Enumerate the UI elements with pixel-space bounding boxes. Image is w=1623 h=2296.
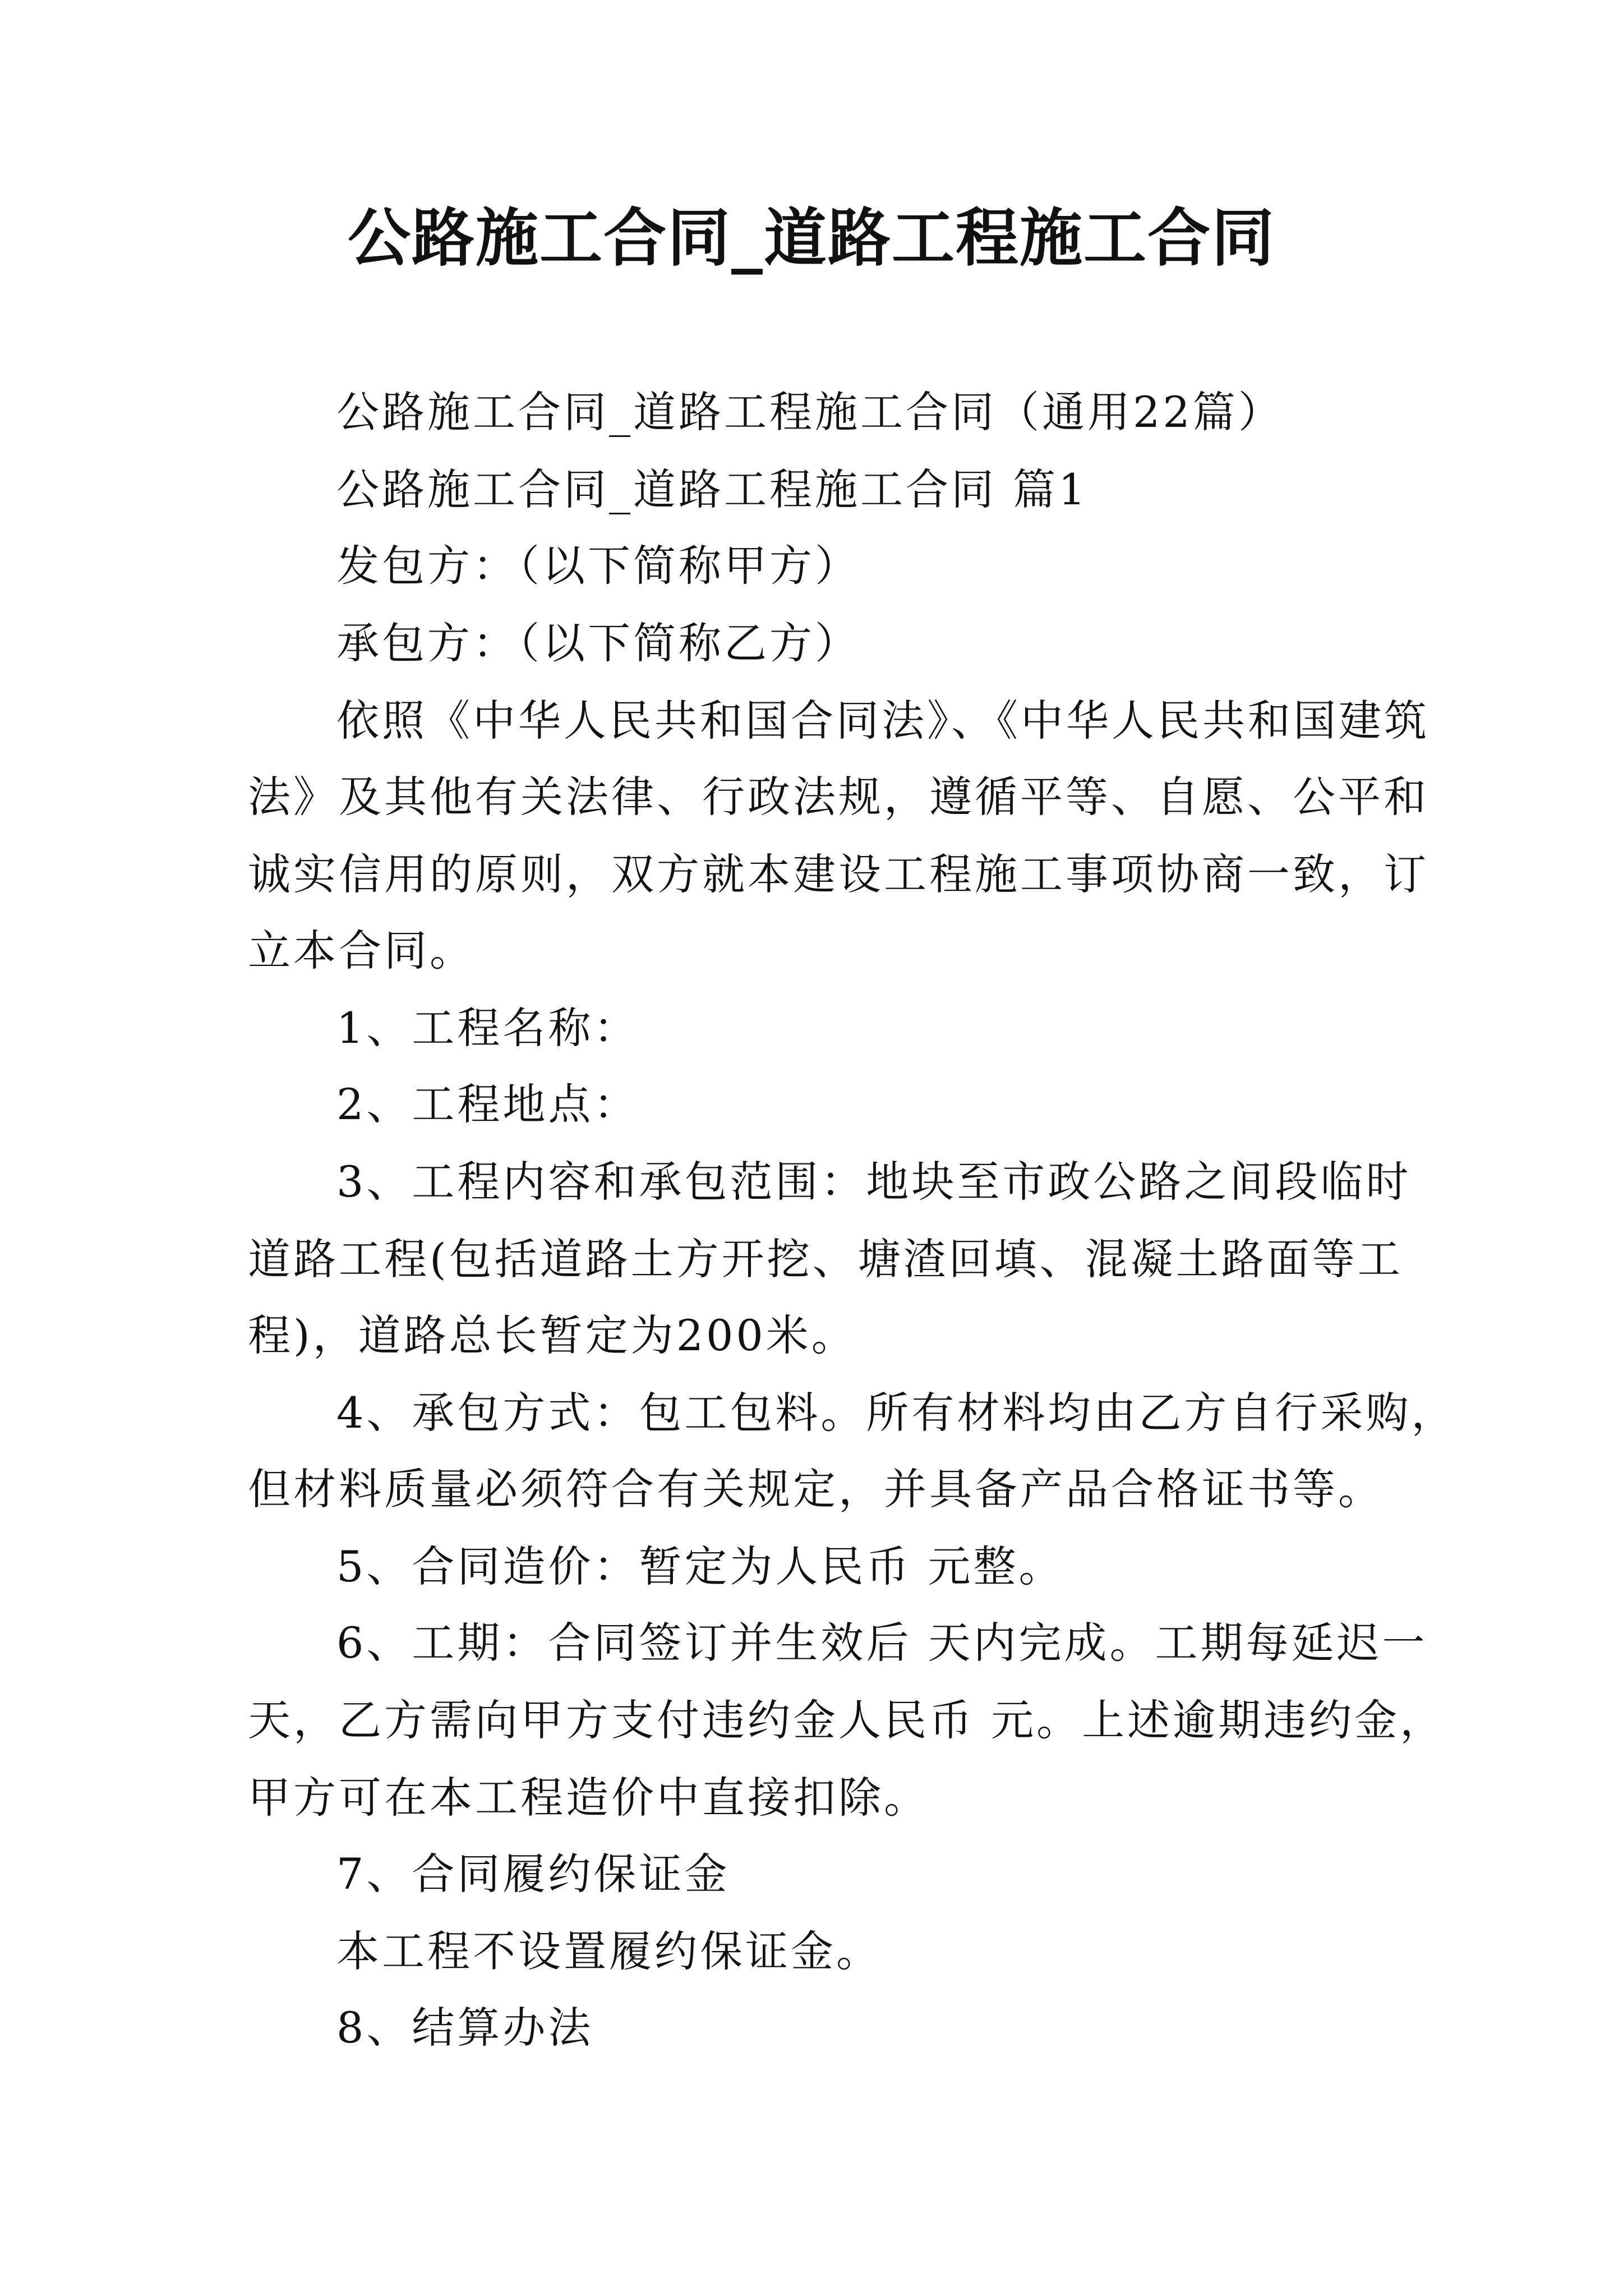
clause-6-line-2: 天，乙方需向甲方支付违约金人民币 元。上述逾期违约金，	[248, 1695, 1446, 1745]
clause-7-text: 本工程不设置履约保证金。	[336, 1926, 882, 1976]
clause-3-line-2: 道路工程(包括道路土方开挖、塘渣回填、混凝土路面等工	[248, 1234, 1403, 1284]
clause-1: 1、工程名称：	[336, 1003, 639, 1053]
clause-3-line-1: 3、工程内容和承包范围：地块至市政公路之间段临时	[336, 1157, 1412, 1207]
clause-8: 8、结算办法	[336, 2003, 594, 2053]
preamble-line-1: 依照《中华人民共和国合同法》、《中华人民共和国建筑	[336, 696, 1430, 746]
clause-6-line-3: 甲方可在本工程造价中直接扣除。	[248, 1773, 929, 1823]
party-a-line: 发包方：（以下简称甲方）	[336, 541, 860, 591]
document-title: 公路施工合同_道路工程施工合同	[348, 202, 1275, 275]
section-heading: 公路施工合同_道路工程施工合同 篇1	[336, 464, 1089, 514]
preamble-line-3: 诚实信用的原则，双方就本建设工程施工事项协商一致，订	[248, 849, 1429, 899]
preamble-line-2: 法》及其他有关法律、行政法规，遵循平等、自愿、公平和	[248, 772, 1429, 822]
clause-2: 2、工程地点：	[336, 1079, 639, 1129]
clause-5: 5、合同造价：暂定为人民币 元整。	[336, 1542, 1064, 1591]
clause-4-line-2: 但材料质量必须符合有关规定，并具备产品合格证书等。	[248, 1464, 1384, 1514]
preamble-line-4: 立本合同。	[248, 926, 475, 976]
document-subtitle: 公路施工合同_道路工程施工合同（通用22篇）	[336, 387, 1284, 437]
clause-7: 7、合同履约保证金	[336, 1849, 730, 1899]
party-b-line: 承包方：（以下简称乙方）	[336, 618, 860, 668]
clause-6-line-1: 6、工期：合同签订并生效后 天内完成。工期每延迟一	[336, 1618, 1428, 1668]
clause-3-line-3: 程)，道路总长暂定为200米。	[248, 1310, 857, 1360]
clause-4-line-1: 4、承包方式：包工包料。所有材料均由乙方自行采购，	[336, 1388, 1457, 1438]
